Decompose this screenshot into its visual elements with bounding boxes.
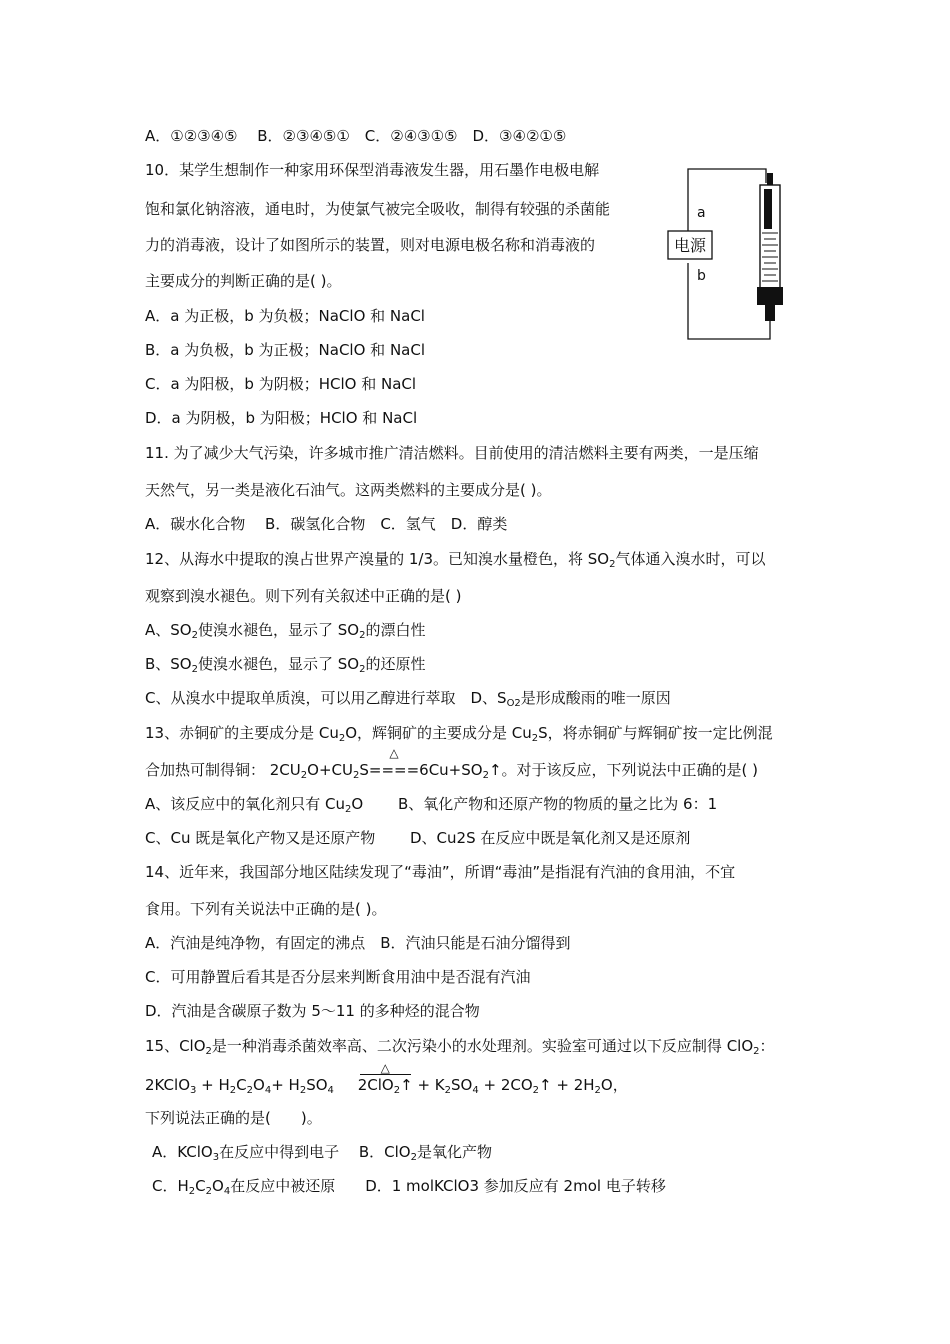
q11-stem-line: 11. 为了减少大气污染，许多城市推广清洁燃料。目前使用的清洁燃料主要有两类，一是压缩 bbox=[145, 444, 759, 462]
heat-condition-arrow: △ 2ClO$_2$↑ bbox=[357, 1061, 413, 1096]
q10-option-c: C．a 为阳极，b 为阴极；HClO 和 NaCl bbox=[145, 375, 417, 393]
q10-option-a: A．a 为正极，b 为负极；NaClO 和 NaCl bbox=[145, 307, 425, 325]
q11-options: A．碳水化合物 B．碳氢化合物 C．氢气 D．醇类 bbox=[145, 515, 508, 533]
q15-stem-line: 15、ClO$_2$是一种消毒杀菌效率高、二次污染小的水处理剂。实验室可通过以下反应制得 ClO$_2$： bbox=[145, 1037, 775, 1057]
q12-option-b: B、$SO_2$使溴水褪色，显示了 $SO_2$的还原性 bbox=[145, 655, 426, 675]
graphite-electrode-top bbox=[764, 189, 772, 229]
q13-equation-line: 合加热可制得铜： $2CU_2O+CU_2S$ △ $====6Cu+SO_2↑$。对于该反应，下列说法中正确的是( ) bbox=[145, 746, 758, 781]
q9-options: A．①②③④⑤ B．②③④⑤① C．②④③①⑤ D．③④②①⑤ bbox=[145, 127, 567, 145]
q15-option-ab: A．KClO$_3$在反应中得到电子 B．ClO$_2$是氧化产物 bbox=[152, 1143, 493, 1163]
q15-equation-line: 2KClO$_3$ + $H_2C_2O_4+ H_2SO_4$ △ 2ClO$_2$↑ + $K_2SO_4$ + $2CO_2↑ + 2H_2O$， bbox=[145, 1061, 628, 1096]
q14-stem-line: 食用。下列有关说法中正确的是( )。 bbox=[145, 900, 387, 918]
q14-option-c: C．可用静置后看其是否分层来判断食用油中是否混有汽油 bbox=[145, 968, 531, 986]
q10-stem-line: 饱和氯化钠溶液，通电时，为使氯气被完全吸收，制得有较强的杀菌能 bbox=[145, 200, 611, 218]
power-supply-label: 电源 bbox=[673, 236, 707, 255]
graphite-electrode-bottom bbox=[757, 287, 783, 305]
q13-option-cd: C、Cu 既是氧化产物又是还原产物 D、Cu2S 在反应中既是氧化剂又是还原剂 bbox=[145, 829, 691, 847]
q15-stem-line: 下列说法正确的是( )。 bbox=[145, 1109, 322, 1127]
q14-stem-line: 14、近年来，我国部分地区陆续发现了“毒油”，所谓“毒油”是指混有汽油的食用油，不宜 bbox=[145, 863, 736, 881]
electrolysis-apparatus-diagram bbox=[666, 163, 796, 343]
q10-stem-line: 主要成分的判断正确的是( )。 bbox=[145, 272, 342, 290]
q10-option-b: B．a 为负极，b 为正极；NaClO 和 NaCl bbox=[145, 341, 425, 359]
heat-triangle-icon: △ bbox=[389, 746, 399, 760]
q13-option-ab: A、该反应中的氧化剂只有 $Cu_2O$ B、氧化产物和还原产物的物质的量之比为 6：1 bbox=[145, 795, 718, 815]
q12-option-a: A、$SO_2$使溴水褪色，显示了 $SO_2$的漂白性 bbox=[145, 621, 426, 641]
heat-triangle-icon: △ bbox=[380, 1061, 390, 1075]
q10-stem-line: 力的消毒液，设计了如图所示的装置，则对电源电极名称和消毒液的 bbox=[145, 236, 596, 254]
q11-stem-line: 天然气，另一类是液化石油气。这两类燃料的主要成分是( )。 bbox=[145, 481, 552, 499]
q13-stem-line: 13、赤铜矿的主要成分是 $Cu_2O$，辉铜矿的主要成分是 $Cu_2S$，将赤铜矿与辉铜矿按一定比例混 bbox=[145, 724, 773, 744]
q14-option-ab: A．汽油是纯净物，有固定的沸点 B．汽油只能是石油分馏得到 bbox=[145, 934, 571, 952]
q10-stem-line: 10．某学生想制作一种家用环保型消毒液发生器，用石墨作电极电解 bbox=[145, 161, 600, 179]
q10-option-d: D．a 为阴极，b 为阳极；HClO 和 NaCl bbox=[145, 409, 418, 427]
terminal-b-label: b bbox=[697, 268, 706, 284]
q12-stem-line: 12、从海水中提取的溴占世界产溴量的 1/3。已知溴水量橙色，将 $SO_2$气体通入溴水时，可以 bbox=[145, 550, 766, 570]
q15-option-cd: C．$H_2C_2O_4$在反应中被还原 D．1 molKClO3 参加反应有 2mol 电子转移 bbox=[152, 1177, 666, 1197]
q12-option-cd: C、从溴水中提取单质溴，可以用乙醇进行萃取 D、$S_{O2}$是形成酸雨的唯一原因 bbox=[145, 689, 671, 709]
q12-stem-line: 观察到溴水褪色。则下列有关叙述中正确的是( ) bbox=[145, 587, 462, 605]
terminal-a-label: a bbox=[697, 205, 706, 221]
heat-condition-arrow: △ ==== bbox=[368, 746, 420, 779]
q14-option-d: D．汽油是含碳原子数为 5～11 的多种烃的混合物 bbox=[145, 1002, 480, 1020]
